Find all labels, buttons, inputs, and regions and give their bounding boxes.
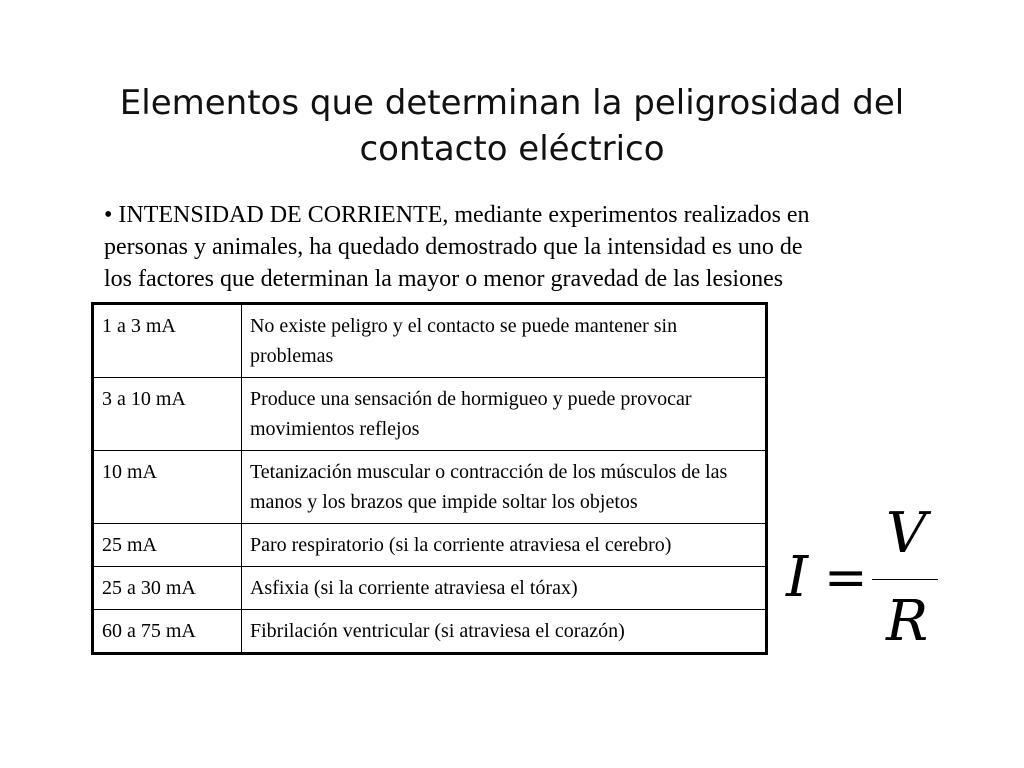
- ohms-law-formula: [780, 500, 960, 660]
- formula-voltage-symbol: V: [886, 501, 927, 566]
- effect-cell: Tetanización muscular o contracción de los músculos de las manos y los brazos que impide soltar los objetos: [241, 451, 766, 524]
- current-range-cell: 25 mA: [93, 524, 242, 567]
- intro-line-1: [104, 199, 964, 231]
- current-range-cell: 10 mA: [93, 451, 242, 524]
- intro-line-1-text: INTENSIDAD DE CORRIENTE, mediante experimentos realizados en: [118, 202, 810, 228]
- table-row: [93, 378, 767, 451]
- table-row: [93, 524, 767, 567]
- formula-current-symbol: I: [786, 545, 809, 610]
- intro-line-3: los factores que determinan la mayor o menor gravedad de las lesiones: [104, 266, 784, 292]
- effect-cell: Asfixia (si la corriente atraviesa el tórax): [241, 567, 766, 610]
- current-range-cell: 3 a 10 mA: [93, 378, 242, 451]
- formula-resistance-symbol: R: [886, 589, 929, 654]
- effect-cell: Fibrilación ventricular (si atraviesa el corazón): [241, 610, 766, 654]
- intro-paragraph: [104, 199, 964, 295]
- bullet-icon: •: [104, 202, 113, 228]
- slide-title: [112, 80, 912, 172]
- current-range-cell: 1 a 3 mA: [93, 304, 242, 378]
- table-row: [93, 610, 767, 654]
- slide-title-line-1: Elementos que determinan la peligrosidad del: [119, 83, 905, 123]
- effect-cell: Paro respiratorio (si la corriente atraviesa el cerebro): [241, 524, 766, 567]
- current-range-cell: 25 a 30 mA: [93, 567, 242, 610]
- slide-title-line-2: contacto eléctrico: [359, 129, 665, 169]
- effect-cell: No existe peligro y el contacto se puede mantener sin problemas: [241, 304, 766, 378]
- table-row: [93, 451, 767, 524]
- current-range-cell: 60 a 75 mA: [93, 610, 242, 654]
- table-row: [93, 304, 767, 378]
- formula-fraction-bar: [872, 579, 938, 580]
- formula-equals-sign: =: [824, 548, 868, 608]
- intro-line-2: personas y animales, ha quedado demostrado que la intensidad es uno de: [104, 234, 803, 260]
- table-row: [93, 567, 767, 610]
- effect-cell: Produce una sensación de hormigueo y puede provocar movimientos reflejos: [241, 378, 766, 451]
- current-effects-table: [91, 302, 768, 655]
